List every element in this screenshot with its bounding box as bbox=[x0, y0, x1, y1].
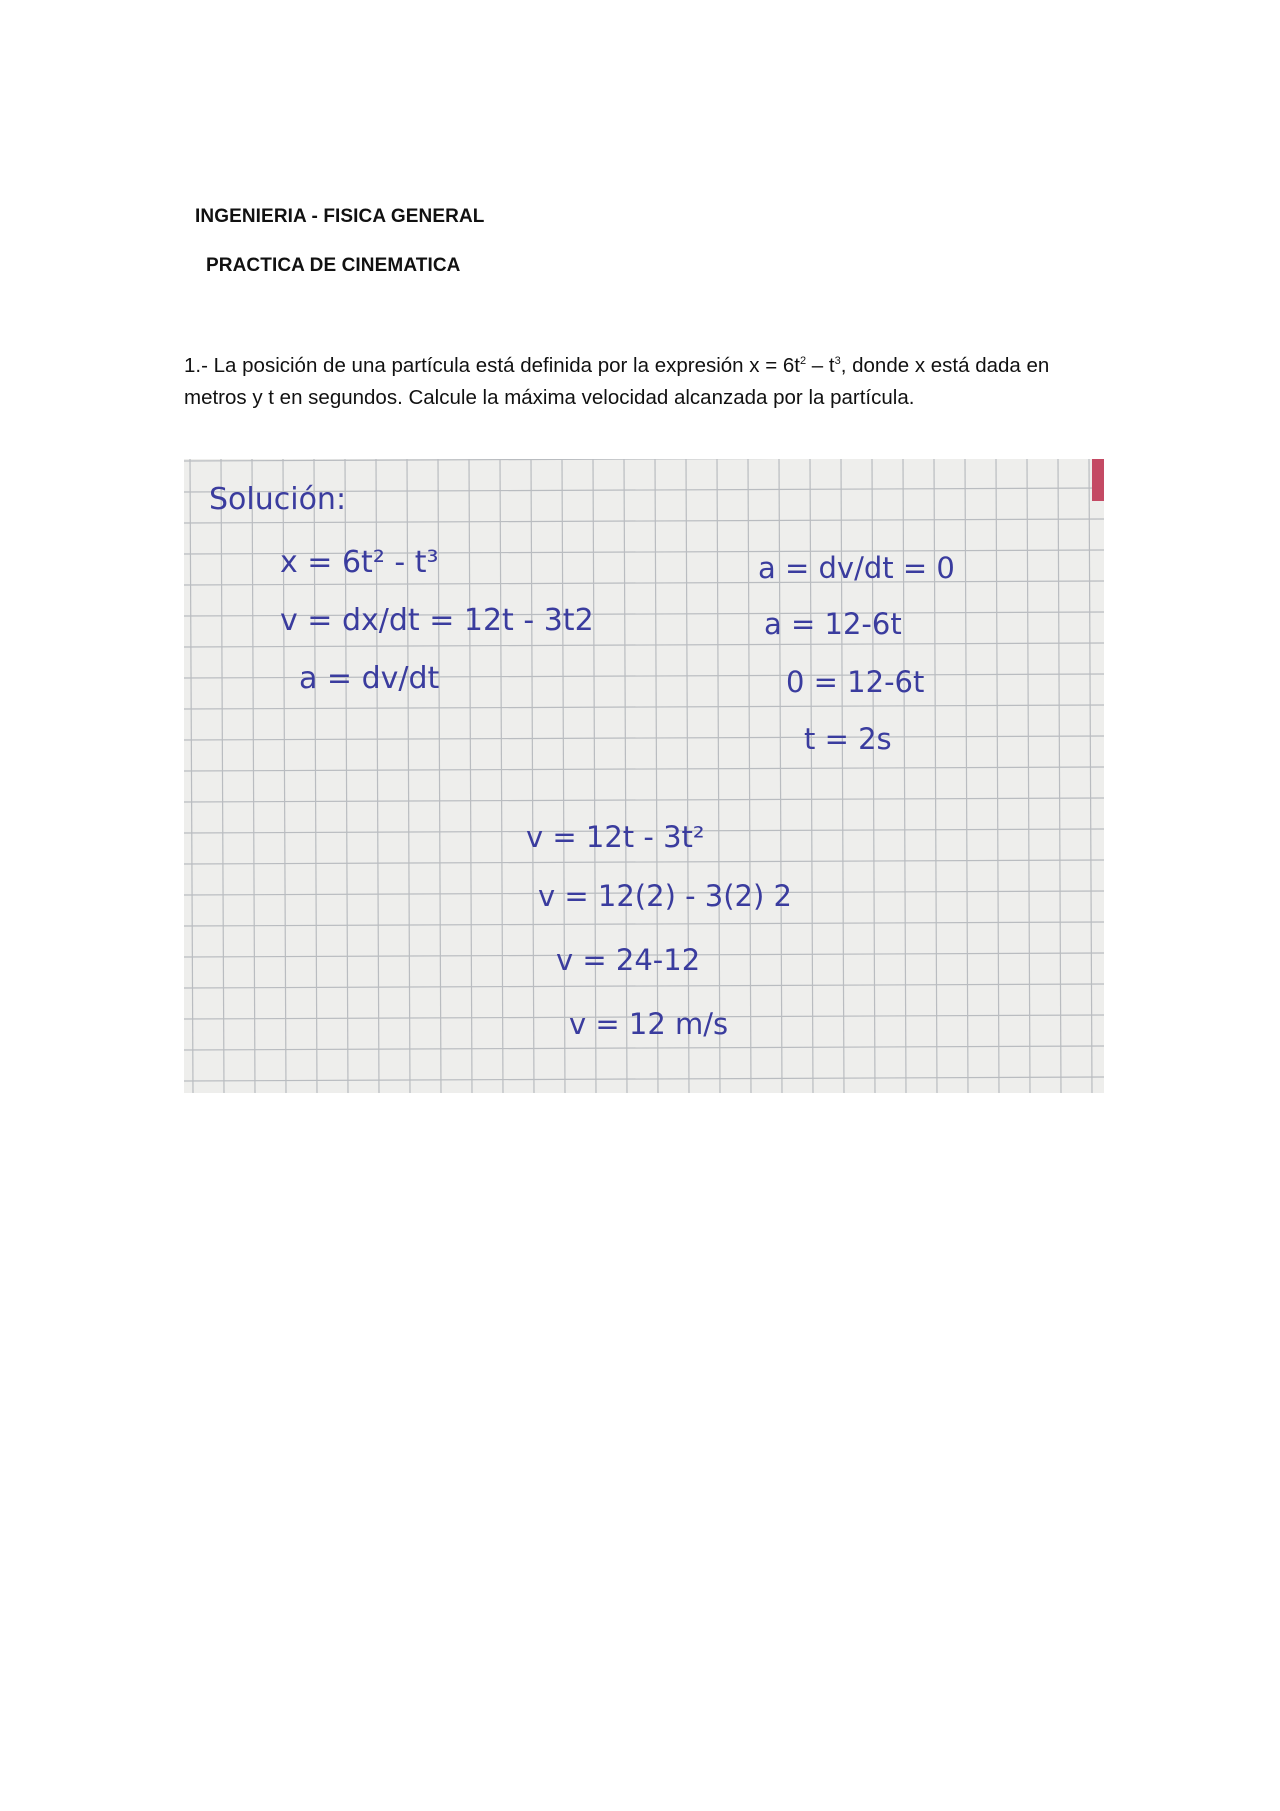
eq-velocity: v = dx/dt = 12t - 3t2 bbox=[280, 603, 594, 638]
problem-text-part-b: – t bbox=[806, 354, 835, 377]
eq-time: t = 2s bbox=[804, 722, 892, 756]
handwritten-solution-photo bbox=[184, 459, 1104, 1093]
eq-position: x = 6t² - t³ bbox=[280, 545, 439, 580]
solution-title: Solución: bbox=[209, 482, 347, 517]
eq-zero: 0 = 12-6t bbox=[786, 665, 925, 699]
notebook-edge bbox=[1092, 459, 1104, 501]
eq-v-result: v = 12 m/s bbox=[569, 1007, 729, 1041]
eq-v-substitute: v = 12(2) - 3(2) 2 bbox=[538, 879, 792, 913]
exponent-3: 3 bbox=[834, 355, 841, 367]
exponent-2: 2 bbox=[799, 355, 807, 367]
eq-accel: a = 12-6t bbox=[764, 607, 902, 641]
eq-accel-zero: a = dv/dt = 0 bbox=[758, 551, 955, 585]
eq-v-simplify: v = 24-12 bbox=[556, 943, 701, 977]
problem-number: 1.- bbox=[184, 354, 208, 377]
eq-v-expression: v = 12t - 3t² bbox=[526, 820, 705, 854]
course-title: INGENIERIA - FISICA GENERAL bbox=[195, 206, 485, 227]
practice-title: PRACTICA DE CINEMATICA bbox=[206, 255, 461, 276]
problem-text-part-a: La posición de una partícula está definida por la expresión x = 6t bbox=[213, 354, 800, 377]
eq-acceleration-def: a = dv/dt bbox=[299, 661, 440, 696]
grid-paper-image bbox=[184, 459, 1104, 1093]
problem-text-part-c: , donde x está dada en metros y t en segundos. Calcule la máxima velocidad alcanzada por la partícula. bbox=[184, 354, 1050, 409]
problem-statement bbox=[184, 350, 1104, 414]
